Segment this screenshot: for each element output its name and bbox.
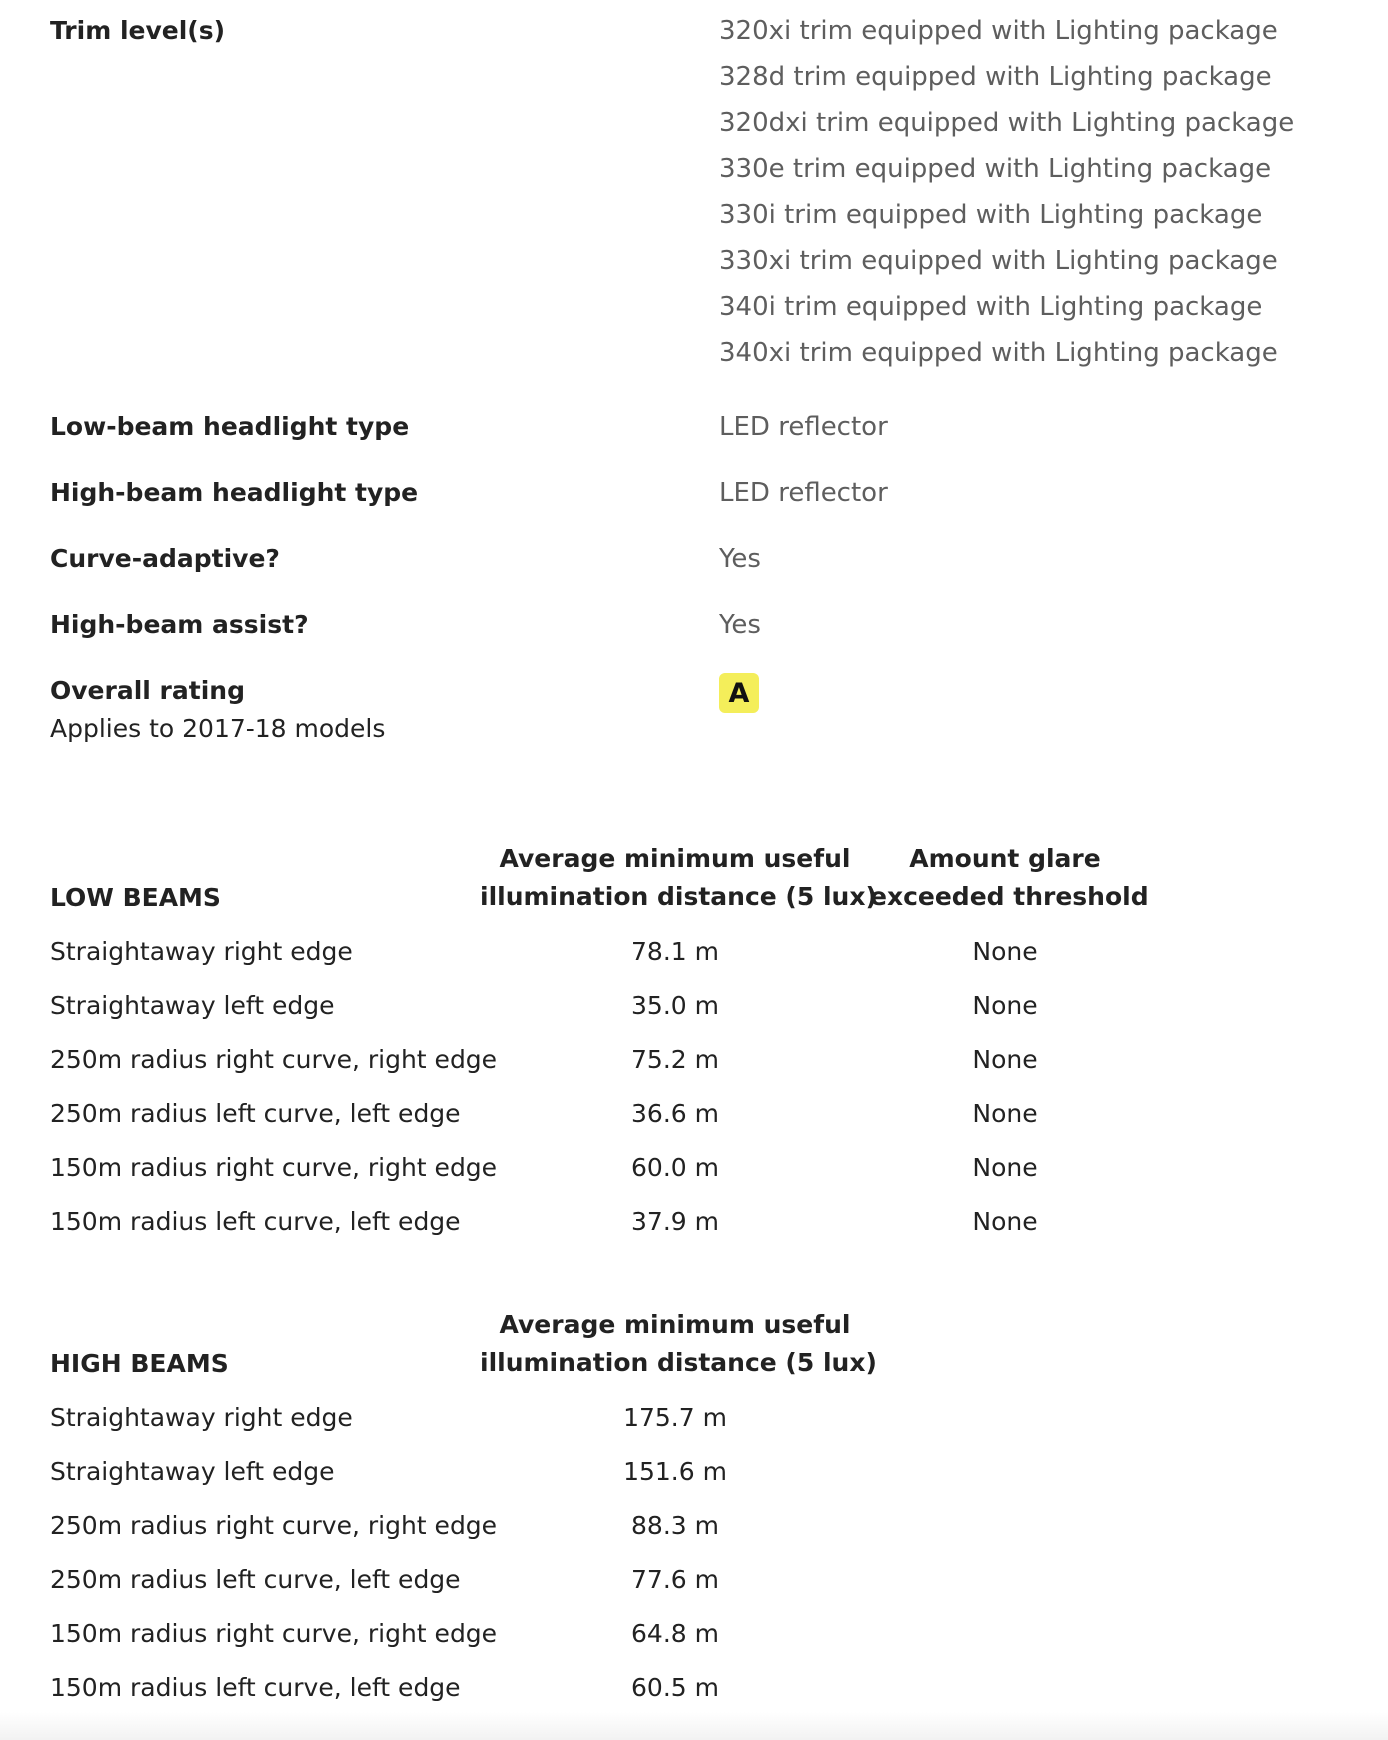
row-glare: None bbox=[972, 937, 1038, 966]
row-distance: 77.6 m bbox=[631, 1565, 719, 1594]
row-distance: 37.9 m bbox=[631, 1207, 719, 1236]
row-distance: 64.8 m bbox=[631, 1619, 719, 1648]
row-glare: None bbox=[972, 1099, 1038, 1128]
table-row bbox=[50, 936, 1250, 990]
spec-label-trim: Trim level(s) bbox=[50, 16, 226, 45]
spec-value-curve-adaptive: Yes bbox=[719, 544, 761, 574]
row-distance: 78.1 m bbox=[631, 937, 719, 966]
low-beams-col-glare-header bbox=[870, 840, 1149, 916]
spec-value-high-beam-assist: Yes bbox=[719, 610, 761, 640]
trim-level-item: 328d trim equipped with Lighting package bbox=[719, 62, 1272, 92]
trim-level-item: 320xi trim equipped with Lighting package bbox=[719, 16, 1278, 46]
spec-label-overall-rating: Overall rating bbox=[50, 676, 245, 705]
spec-value-high-beam-type: LED reflector bbox=[719, 478, 888, 508]
table-row bbox=[50, 1152, 1250, 1206]
col-header-line: Amount glare bbox=[909, 844, 1101, 873]
rating-badge: A bbox=[719, 673, 759, 713]
trim-level-item: 340i trim equipped with Lighting package bbox=[719, 292, 1263, 322]
row-distance: 60.5 m bbox=[631, 1673, 719, 1702]
row-label: 150m radius left curve, left edge bbox=[50, 1673, 461, 1702]
row-glare: None bbox=[972, 1045, 1038, 1074]
high-beams-title: HIGH BEAMS bbox=[50, 1349, 229, 1378]
table-row bbox=[50, 1206, 1250, 1260]
col-header-line: illumination distance (5 lux) bbox=[480, 1348, 877, 1377]
row-glare: None bbox=[972, 1153, 1038, 1182]
table-row bbox=[50, 1564, 1250, 1618]
trim-level-item: 330i trim equipped with Lighting package bbox=[719, 200, 1263, 230]
row-label: Straightaway right edge bbox=[50, 1403, 353, 1432]
high-beams-col-distance-header bbox=[480, 1306, 877, 1382]
row-label: Straightaway left edge bbox=[50, 991, 335, 1020]
table-row bbox=[50, 990, 1250, 1044]
row-distance: 35.0 m bbox=[631, 991, 719, 1020]
col-header-line: exceeded threshold bbox=[870, 882, 1149, 911]
trim-level-item: 330e trim equipped with Lighting package bbox=[719, 154, 1272, 184]
row-label: 150m radius right curve, right edge bbox=[50, 1153, 498, 1182]
row-label: Straightaway left edge bbox=[50, 1457, 335, 1486]
col-header-line: illumination distance (5 lux) bbox=[480, 882, 877, 911]
row-label: 150m radius right curve, right edge bbox=[50, 1619, 498, 1648]
trim-level-list bbox=[719, 15, 1294, 383]
spec-sublabel-model-years: Applies to 2017-18 models bbox=[50, 714, 386, 743]
row-distance: 60.0 m bbox=[631, 1153, 719, 1182]
row-distance: 75.2 m bbox=[631, 1045, 719, 1074]
row-label: 250m radius left curve, left edge bbox=[50, 1099, 461, 1128]
table-row bbox=[50, 1618, 1250, 1672]
row-label: 250m radius left curve, left edge bbox=[50, 1565, 461, 1594]
trim-level-item: 320dxi trim equipped with Lighting package bbox=[719, 108, 1295, 138]
bottom-fade bbox=[0, 1712, 1388, 1740]
table-row bbox=[50, 1044, 1250, 1098]
row-distance: 175.7 m bbox=[623, 1403, 727, 1432]
row-distance: 88.3 m bbox=[631, 1511, 719, 1540]
row-glare: None bbox=[972, 1207, 1038, 1236]
row-distance: 151.6 m bbox=[623, 1457, 727, 1486]
row-glare: None bbox=[972, 991, 1038, 1020]
spec-label-low-beam-type: Low-beam headlight type bbox=[50, 412, 410, 441]
table-row bbox=[50, 1456, 1250, 1510]
row-distance: 36.6 m bbox=[631, 1099, 719, 1128]
low-beams-col-distance-header bbox=[480, 840, 877, 916]
trim-level-item: 340xi trim equipped with Lighting package bbox=[719, 338, 1278, 368]
col-header-line: Average minimum useful bbox=[499, 1310, 851, 1339]
spec-label-high-beam-assist: High-beam assist? bbox=[50, 610, 309, 639]
spec-label-curve-adaptive: Curve-adaptive? bbox=[50, 544, 280, 573]
spec-label-high-beam-type: High-beam headlight type bbox=[50, 478, 419, 507]
row-label: 150m radius left curve, left edge bbox=[50, 1207, 461, 1236]
table-row bbox=[50, 1510, 1250, 1564]
table-row bbox=[50, 1098, 1250, 1152]
row-label: 250m radius right curve, right edge bbox=[50, 1045, 498, 1074]
low-beams-title: LOW BEAMS bbox=[50, 883, 221, 912]
row-label: Straightaway right edge bbox=[50, 937, 353, 966]
row-label: 250m radius right curve, right edge bbox=[50, 1511, 498, 1540]
trim-level-item: 330xi trim equipped with Lighting package bbox=[719, 246, 1278, 276]
table-row bbox=[50, 1402, 1250, 1456]
col-header-line: Average minimum useful bbox=[499, 844, 851, 873]
spec-value-low-beam-type: LED reflector bbox=[719, 412, 888, 442]
